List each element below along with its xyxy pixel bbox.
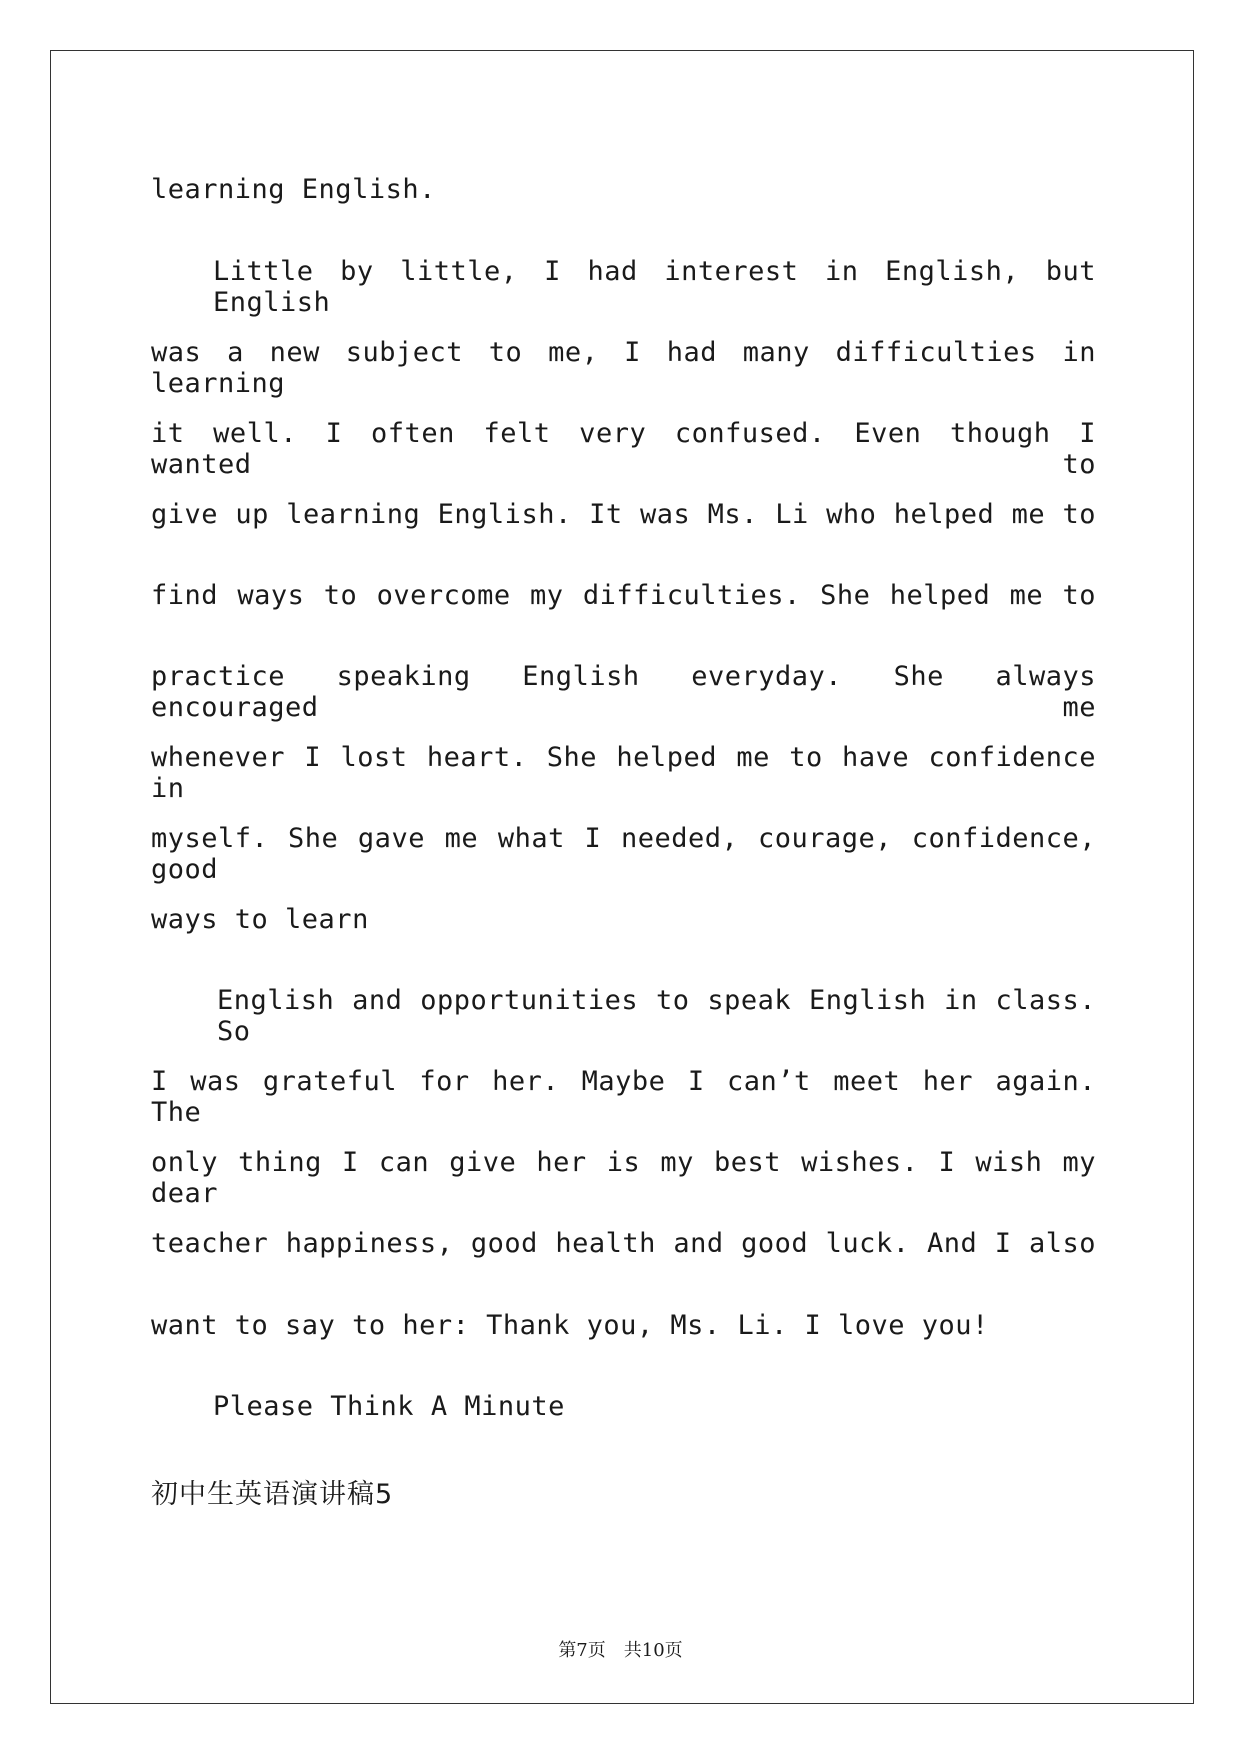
text-line: was a new subject to me, I had many difficulties in learning bbox=[151, 337, 1096, 399]
text-line: give up learning English. It was Ms. Li who helped me to bbox=[151, 499, 1096, 530]
section-heading: 初中生英语演讲稿5 bbox=[151, 1479, 394, 1510]
text-line: I was grateful for her. Maybe I can’t meet her again. The bbox=[151, 1066, 1096, 1128]
text-line: practice speaking English everyday. She always encouraged me bbox=[151, 661, 1096, 723]
text-line: ways to learn bbox=[151, 904, 369, 935]
text-line: Little by little, I had interest in English, but English bbox=[213, 256, 1096, 318]
text-line: learning English. bbox=[151, 174, 436, 205]
page-number: 第7页 共10页 bbox=[558, 1640, 683, 1661]
text-line: want to say to her: Thank you, Ms. Li. I love you! bbox=[151, 1310, 989, 1341]
text-line: find ways to overcome my difficulties. She helped me to bbox=[151, 580, 1096, 611]
text-line: it well. I often felt very confused. Even though I wanted to bbox=[151, 418, 1096, 480]
text-line: Please Think A Minute bbox=[213, 1391, 565, 1422]
text-line: whenever I lost heart. She helped me to have confidence in bbox=[151, 742, 1096, 804]
text-line: English and opportunities to speak English in class. So bbox=[217, 985, 1096, 1047]
text-line: teacher happiness, good health and good luck. And I also bbox=[151, 1228, 1096, 1259]
text-line: only thing I can give her is my best wishes. I wish my dear bbox=[151, 1147, 1096, 1209]
text-line: myself. She gave me what I needed, courage, confidence, good bbox=[151, 823, 1096, 885]
